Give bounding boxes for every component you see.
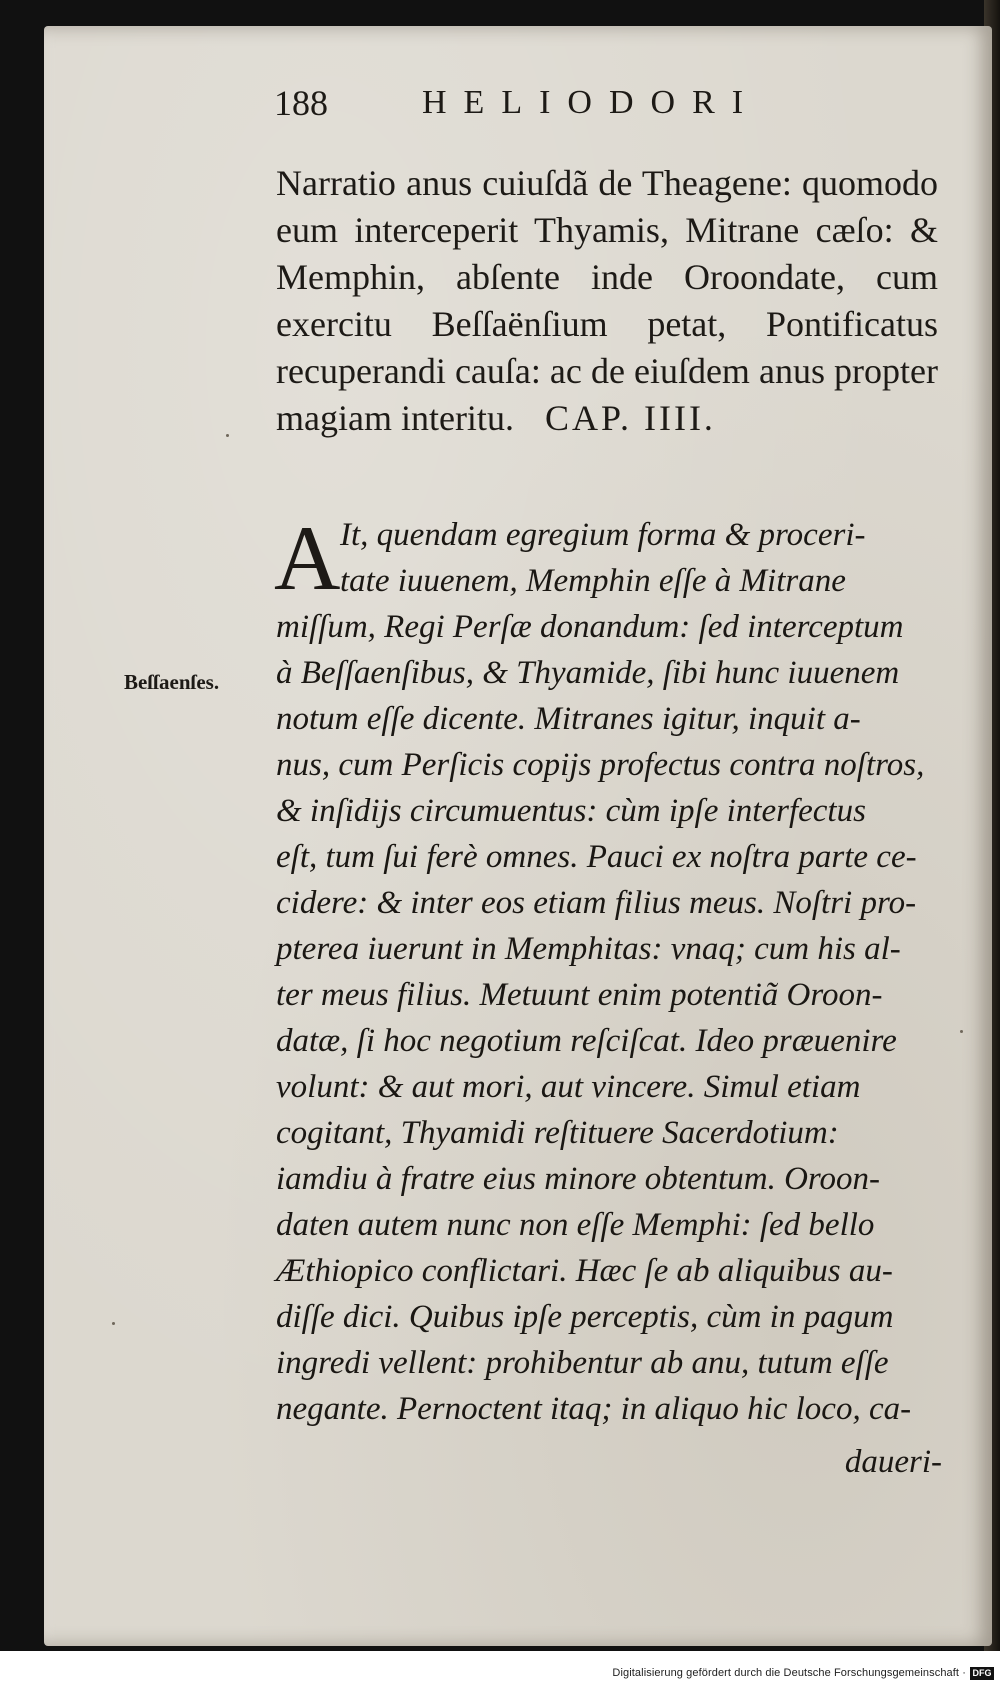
footer-credit: Digitalisierung gefördert durch die Deutsche Forschungsgemeinschaft · xyxy=(612,1667,966,1679)
body-line: daten autem nunc non eſſe Memphi: ſed bello xyxy=(276,1207,875,1243)
body-line: datæ, ſi hoc negotium reſciſcat. Ideo præuenire xyxy=(276,1023,897,1059)
chapter-label: CAP. IIII. xyxy=(544,398,716,438)
margin-note: Beſſaenſes. xyxy=(124,670,220,694)
body-line: & inſidijs circumuentus: cùm ipſe interfectus xyxy=(276,793,866,829)
dfg-logo: DFG xyxy=(970,1667,994,1680)
page-number: 188 xyxy=(274,83,328,123)
body-line: Æthiopico conflictari. Hæc ſe ab aliquibus au- xyxy=(276,1253,893,1289)
body-line: pterea iuerunt in Memphitas: vnaq; cum his al- xyxy=(276,931,901,967)
paper-speck xyxy=(226,434,229,437)
body-line: nus, cum Perſicis copijs profectus contra noſtros, xyxy=(276,747,925,783)
body-line: miſſum, Regi Perſæ donandum: ſed interceptum xyxy=(276,609,904,645)
body-line: cogitant, Thyamidi reſtituere Sacerdotium: xyxy=(276,1115,839,1151)
body-line: diſſe dici. Quibus ipſe perceptis, cùm in pagum xyxy=(276,1299,894,1335)
catchword: daueri- xyxy=(844,1444,942,1480)
body-line: ter meus filius. Metuunt enim potentiã Oroon- xyxy=(276,977,883,1013)
body-line: volunt: & aut mori, aut vincere. Simul etiam xyxy=(276,1069,861,1105)
body-line: eſt, tum ſui ferè omnes. Pauci ex noſtra parte ce- xyxy=(276,839,917,875)
chapter-summary xyxy=(276,160,938,442)
body-line: negante. Pernoctent itaq; in aliquo hic loco, ca- xyxy=(276,1391,912,1427)
body-line: à Beſſaenſibus, & Thyamide, ſibi hunc iuuenem xyxy=(276,655,900,691)
paper-speck xyxy=(960,1030,963,1033)
body-line: notum eſſe dicente. Mitranes igitur, inquit a- xyxy=(276,701,861,737)
paper-speck xyxy=(112,1322,115,1325)
body-line: iamdiu à fratre eius minore obtentum. Oroon- xyxy=(276,1161,881,1197)
body-line: ingredi vellent: prohibentur ab anu, tutum eſſe xyxy=(276,1345,889,1381)
chapter-summary-text: Narratio anus cuiuſdã de Theagene: quomodo eum interceperit Thyamis, Mitrane cæſo: & Memphin, abſente inde Oroondate, cum exercitu Beſſaënſium petat, Pontificatus recuperandi cauſa: ac de eiuſdem anus propter magiam interitu. xyxy=(276,163,938,438)
body-line: It, quendam egregium forma & proceri- xyxy=(340,517,866,553)
footer-strip xyxy=(0,1651,1000,1687)
body-line: cidere: & inter eos etiam filius meus. Noſtri pro- xyxy=(276,885,917,921)
running-title: HELIODORI xyxy=(422,84,761,121)
body-line: tate iuuenem, Memphin eſſe à Mitrane xyxy=(340,563,846,599)
drop-cap: A xyxy=(274,507,341,609)
